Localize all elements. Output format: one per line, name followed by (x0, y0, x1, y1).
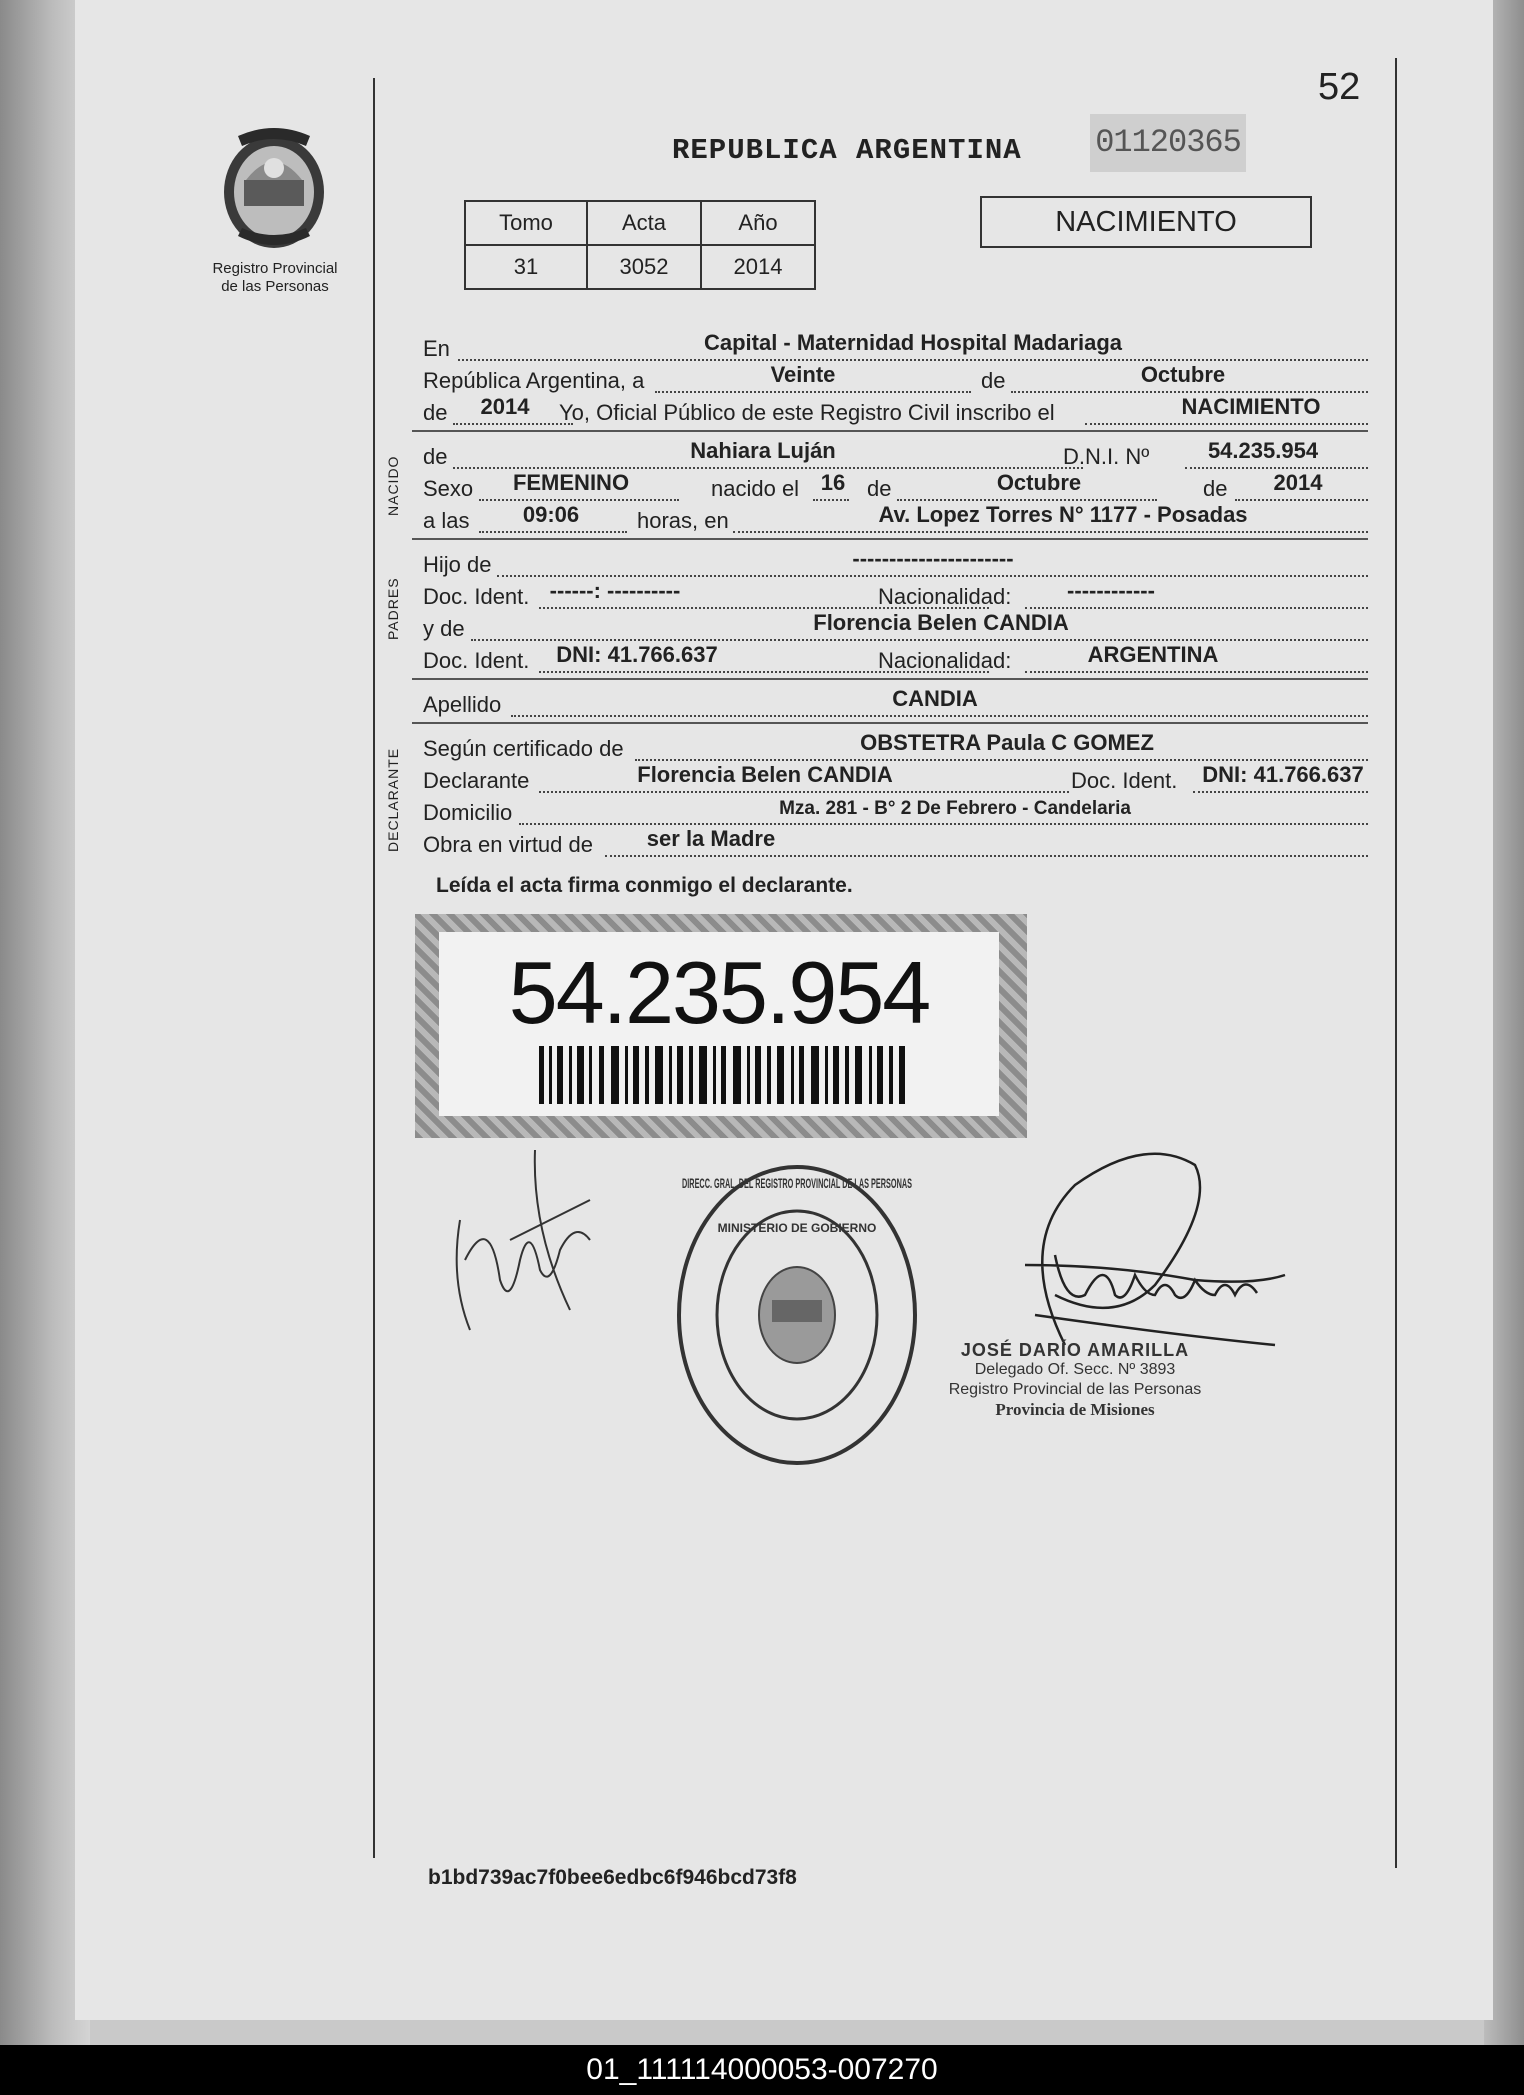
label-en: En (423, 336, 450, 361)
row-hora (423, 502, 1368, 536)
label-nacido-el: nacido el (711, 476, 800, 501)
country-title: REPUBLICA ARGENTINA (672, 134, 1022, 167)
row-domicilio (423, 798, 1368, 828)
act-type-box: NACIMIENTO (980, 196, 1312, 248)
label-obra: Obra en virtud de (423, 832, 593, 857)
value-dia-texto: Veinte (770, 362, 836, 387)
value-sexo: FEMENINO (512, 470, 630, 495)
label-doc-ident: Doc. Ident. (423, 584, 530, 609)
official-name: JOSÉ DARÍO AMARILLA (960, 1340, 1190, 1360)
serial-number: 01120365 (1090, 114, 1246, 172)
label-y-de: y de (423, 616, 465, 641)
registry-caption-line1: Registro Provincial (212, 260, 338, 277)
label-republica: República Argentina, a (423, 368, 645, 393)
closing-statement: Leída el acta firma conmigo el declarante. (436, 874, 853, 897)
seal-inner-text: MINISTERIO DE GOBIERNO (717, 1221, 877, 1235)
label-sexo: Sexo (423, 476, 474, 501)
page-number: 52 (1318, 66, 1361, 108)
label-de: de (981, 368, 1006, 393)
label-apellido: Apellido (423, 692, 502, 717)
official-stamp (930, 1340, 1220, 1420)
section-padres: PADRES (385, 577, 401, 640)
label-nacido-de: de (423, 444, 448, 469)
value-anio-nac: 2014 (1273, 470, 1323, 495)
anio-header: Año (701, 201, 815, 245)
value-domicilio: Mza. 281 - B° 2 De Febrero - Candelaria (779, 798, 1131, 819)
label-nacionalidad2: Nacionalidad: (878, 648, 1012, 673)
value-tipo: NACIMIENTO (1181, 394, 1321, 419)
row-madre-doc (423, 642, 1368, 676)
label-a-las: a las (423, 508, 470, 533)
declarant-signature (440, 1140, 600, 1340)
value-dia-nac: 16 (820, 470, 846, 495)
label-de-mes: de (867, 476, 892, 501)
misiones-coat-of-arms-logo (216, 124, 332, 254)
row-obra (423, 826, 1368, 860)
footer-label: 01_111114000053-007270 (0, 2045, 1524, 2095)
label-segun: Según certificado de (423, 736, 624, 761)
label-de-anio: de (1203, 476, 1228, 501)
value-anio: 2014 (480, 394, 530, 419)
value-mes-nac: Octubre (996, 470, 1082, 495)
tomo-value: 31 (465, 245, 587, 289)
right-margin-line (1395, 58, 1397, 1868)
seal-outer-text: DIRECC. GRAL. DEL REGISTRO PROVINCIAL DE LAS PERSONAS (682, 1175, 912, 1191)
label-domicilio: Domicilio (423, 800, 513, 825)
row-y-de (423, 610, 1368, 644)
register-table (464, 200, 816, 290)
official-province: Provincia de Misiones (995, 1400, 1155, 1419)
label-horas-en: horas, en (637, 508, 729, 533)
section-declarante: DECLARANTE (385, 747, 401, 852)
registry-caption-line2: de las Personas (221, 278, 329, 295)
label-nacionalidad: Nacionalidad: (878, 584, 1012, 609)
value-mes-texto: Octubre (1140, 362, 1226, 387)
label-hijo-de: Hijo de (423, 552, 492, 577)
anio-value: 2014 (701, 245, 815, 289)
row-segun (423, 730, 1368, 764)
value-declarante-doc: DNI: 41.766.637 (1202, 762, 1364, 787)
official-signature (995, 1145, 1295, 1370)
value-certificado: OBSTETRA Paula C GOMEZ (860, 730, 1154, 755)
value-lugar: Capital - Maternidad Hospital Madariaga (703, 330, 1123, 355)
official-role: Delegado Of. Secc. Nº 3893 (974, 1361, 1176, 1378)
row-apellido (423, 686, 1368, 720)
label-yo: Yo, Oficial Público de este Registro Civil inscribo el (559, 400, 1055, 425)
dni-sticker (415, 914, 1027, 1138)
value-obra: ser la Madre (646, 826, 776, 851)
value-padre: ---------------------- (852, 546, 1014, 571)
value-madre: Florencia Belen CANDIA (813, 610, 1069, 635)
acta-header: Acta (587, 201, 701, 245)
row-sexo (423, 470, 1368, 504)
label-de2: de (423, 400, 448, 425)
barcode-icon (539, 1046, 909, 1104)
value-madre-doc: DNI: 41.766.637 (556, 642, 718, 667)
row-hijo-de (423, 546, 1368, 580)
row-en (423, 330, 1368, 364)
row-padre-doc (423, 578, 1368, 612)
value-hora: 09:06 (522, 502, 580, 527)
official-seal (672, 1160, 922, 1470)
dni-sticker-number: 54.235.954 (508, 943, 930, 1042)
label-dni: D.N.I. Nº (1063, 444, 1150, 469)
left-margin-line (373, 78, 375, 1858)
label-declarante: Declarante (423, 768, 530, 793)
official-registry: Registro Provincial de las Personas (948, 1381, 1202, 1398)
row-declarante (423, 762, 1368, 796)
document-hash: b1bd739ac7f0bee6edbc6f946bcd73f8 (428, 1866, 797, 1889)
section-nacido: NACIDO (385, 455, 401, 516)
label-doc-ident2: Doc. Ident. (423, 648, 530, 673)
value-lugar-nac: Av. Lopez Torres N° 1177 - Posadas (878, 502, 1248, 527)
value-nombre: Nahiara Luján (690, 438, 836, 463)
row-republica (423, 362, 1368, 396)
value-apellido: CANDIA (892, 686, 978, 711)
value-dni: 54.235.954 (1207, 438, 1319, 463)
label-doc-ident3: Doc. Ident. (1071, 768, 1178, 793)
value-padre-doc: ------: ---------- (549, 578, 681, 603)
acta-value: 3052 (587, 245, 701, 289)
value-declarante: Florencia Belen CANDIA (637, 762, 893, 787)
value-padre-nac: ------------ (1067, 578, 1155, 603)
row-nombre (423, 438, 1368, 472)
row-yo (423, 394, 1368, 428)
registry-caption (195, 260, 355, 296)
tomo-header: Tomo (465, 201, 587, 245)
value-madre-nac: ARGENTINA (1087, 642, 1219, 667)
